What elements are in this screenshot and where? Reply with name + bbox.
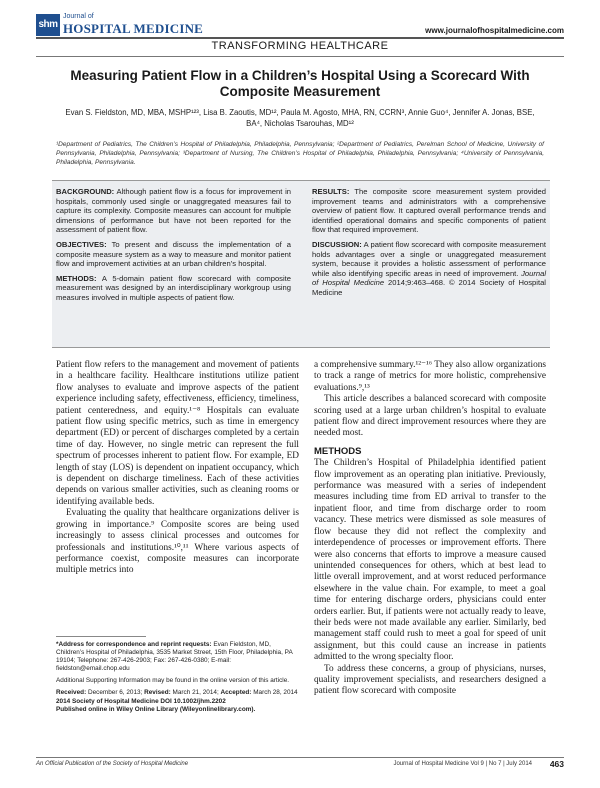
- received-label: Received:: [56, 689, 87, 697]
- body-right-column: [314, 360, 546, 698]
- abstract-citation-journal: Journal of Hospital Medicine: [312, 268, 546, 288]
- abstract-discussion-text: A patient flow scorecard with composite measurement holds advantages over a single or unaggregated measurement system, because it provides a holistic assessment of performance while also identifying specific areas in need of improvement.: [312, 239, 546, 278]
- footer-publication: An Official Publication of the Society of Hospital Medicine: [36, 761, 189, 767]
- article-dates: [56, 689, 299, 713]
- footnote-rule: [56, 636, 146, 637]
- abstract-right-column: [312, 187, 546, 303]
- abstract-methods-text: A 5-domain patient flow scorecard with composite measurement was designed by an interdisciplinary workgroup using measures involved in multiple aspects of patient flow.: [56, 273, 291, 302]
- body-paragraph: To address these concerns, a group of physicians, nurses, quality improvement specialists, and researchers designed a patient flow scorecard with composite: [314, 663, 546, 697]
- abstract-left-column: [56, 187, 291, 308]
- revised-date: March 21, 2014;: [172, 689, 219, 697]
- abstract-background: [56, 187, 291, 235]
- section-label: TRANSFORMING HEALTHCARE: [211, 40, 389, 52]
- body-paragraph: The Children’s Hospital of Philadelphia identified patient flow improvement as an operating plan initiative. Previously, performance was measured with a series of independent measures including time from ED arrival to transfer to the inpatient floor, and time from discharge order to room vacancy. These metrics were dismissed as sole measures of flow because they did not reflect the complexity and interdependence of processes or improvement efforts. There were also concerns that efforts to improve a measure caused unintended consequences for others, which at best lead to little overall improvement, and at worst reduced performance elsewhere in the value chain. For example, to meet a goal time for entering discharge orders, physicians could enter orders earlier. But, if patients were not actually ready to leave, their beds were not made available any earlier. Similarly, bed management staff could rush to meet a goal for speed of unit assignment, but this could cause an increase in patients admitted to the wrong specialty floor.: [314, 458, 546, 663]
- supporting-info-note: Additional Supporting Information may be found in the online version of this article.: [56, 677, 290, 685]
- received-date: December 6, 2013;: [87, 689, 143, 697]
- section-rule: [36, 56, 564, 57]
- abstract-background-text: Although patient flow is a focus for improvement in hospitals, commonly used single or unaggregated measures fail to capture its complexity. Composite measures can account for multiple dimensions of performance but have not been reported for the assessment of patient flow.: [56, 187, 291, 235]
- logo-journal-title: HOSPITAL MEDICINE: [63, 21, 204, 36]
- logo-journal-of: Journal of: [63, 13, 94, 20]
- journal-logo: [36, 13, 204, 36]
- accepted-label: Accepted:: [220, 689, 252, 697]
- correspondence-heading: *Address for correspondence and reprint requests:: [56, 641, 212, 648]
- author-list: Evan S. Fieldston, MD, MBA, MSHP¹²³, Lisa B. Zaoutis, MD¹², Paula M. Agosto, MHA, RN, CCRN³, Annie Guo⁴, Jennifer A. Jonas, BSE, BA⁴, Nicholas Tsarouhas, MD¹²: [65, 108, 535, 128]
- article-title: Measuring Patient Flow in a Children’s Hospital Using a Scorecard With Composite Measurement: [70, 68, 530, 99]
- footer-rule: [36, 757, 564, 758]
- body-left-column: [56, 360, 299, 577]
- body-paragraph: Patient flow refers to the management and movement of patients in a healthcare facility. Healthcare institutions utilize patient flow analyses to evaluate and improve aspects of the patient experience including safety, effectiveness, efficiency, timeliness, patient centeredness, and equity.¹⁻⁸ Hospitals can evaluate patient flow using specific metrics, such as time in emergency department (ED) or percent of discharges completed by a certain time of day. However, no single metric can represent the full spectrum of processes inherent to patient flow. For example, ED length of stay (LOS) is dependent on inpatient occupancy, which is dependent on discharge timeliness. Each of these activities depends on various smaller activities, such as cleaning rooms or identifying available beds.: [56, 360, 299, 507]
- shm-logo-mark: shm: [36, 14, 60, 36]
- footer-journal-issue: Journal of Hospital Medicine Vol 9 | No 7 | July 2014: [393, 761, 532, 767]
- accepted-date: March 28, 2014: [253, 689, 298, 697]
- correspondence-note: [56, 641, 299, 673]
- abstract-box: [52, 180, 550, 348]
- copyright-line: 2014 Society of Hospital Medicine DOI 10.1002/jhm.2202: [56, 697, 226, 705]
- abstract-discussion-heading: DISCUSSION:: [312, 239, 362, 249]
- body-paragraph: This article describes a balanced scorecard with composite scoring used at a large urban children’s hospital to evaluate patient flow and direct improvement resources where they are needed most.: [314, 394, 546, 439]
- body-paragraph: a comprehensive summary.¹²⁻¹⁶ They also allow organizations to track a range of metrics for more holistic, comprehensive evaluations.⁹,¹³: [314, 360, 546, 393]
- correspondence-text: Evan Fieldston, MD, Children’s Hospital of Philadelphia, 3535 Market Street, 15th Floor, Philadelphia, PA 19104; Telephone: 267-426-2903; Fax: 267-426-0380; E-mail: fieldston@email.chop.edu: [56, 641, 293, 673]
- abstract-results-heading: RESULTS:: [312, 187, 350, 196]
- abstract-objectives: [56, 240, 291, 269]
- methods-heading: METHODS: [314, 445, 362, 457]
- abstract-results-text: The composite score measurement system provided improvement teams and administrators with a comprehensive overview of patient flow. It captured overall performance trends and identified operational domains and specific components of patient flow that required improvement.: [312, 187, 546, 235]
- abstract-background-heading: BACKGROUND:: [56, 187, 115, 196]
- abstract-objectives-text: To present and discuss the implementation of a composite measure system as a way to measure and monitor patient flow and improvement activities at an urban children’s hospital.: [56, 239, 291, 269]
- header-rule: [36, 37, 564, 39]
- footnote: [56, 641, 299, 718]
- abstract-discussion: [312, 240, 546, 298]
- abstract-results: [312, 187, 546, 235]
- page-number: 463: [549, 759, 564, 769]
- body-paragraph: Evaluating the quality that healthcare organizations deliver is growing in importance.⁹ Composite scores are being used increasingly to assess clinical processes and outcomes for professionals and institutions.¹⁰,¹¹ Where various aspects of performance coexist, composite measures can incorporate multiple metrics into: [56, 508, 299, 576]
- affiliations: ¹Department of Pediatrics, The Children’s Hospital of Philadelphia, Philadelphia, Pennsylvania; ²Department of Pediatrics, Perelman School of Medicine, University of Pennsylvania, Philadelphia, Pennsylvania; ³Department of Nursing, The Children’s Hospital of Philadelphia, Philadelphia, Pennsylvania; ⁴University of Pennsylvania, Philadelphia, Pennsylvania.: [56, 141, 544, 166]
- abstract-methods-heading: METHODS:: [56, 273, 97, 283]
- journal-url: www.journalofhospitalmedicine.com: [425, 26, 564, 35]
- abstract-methods: [56, 274, 291, 303]
- revised-label: Revised:: [144, 689, 171, 697]
- published-online-line: Published online in Wiley Online Library (Wileyonlinelibrary.com).: [56, 705, 256, 713]
- abstract-objectives-heading: OBJECTIVES:: [56, 239, 107, 249]
- abstract-citation: 2014;9:463–468. © 2014 Society of Hospital Medicine: [312, 278, 546, 297]
